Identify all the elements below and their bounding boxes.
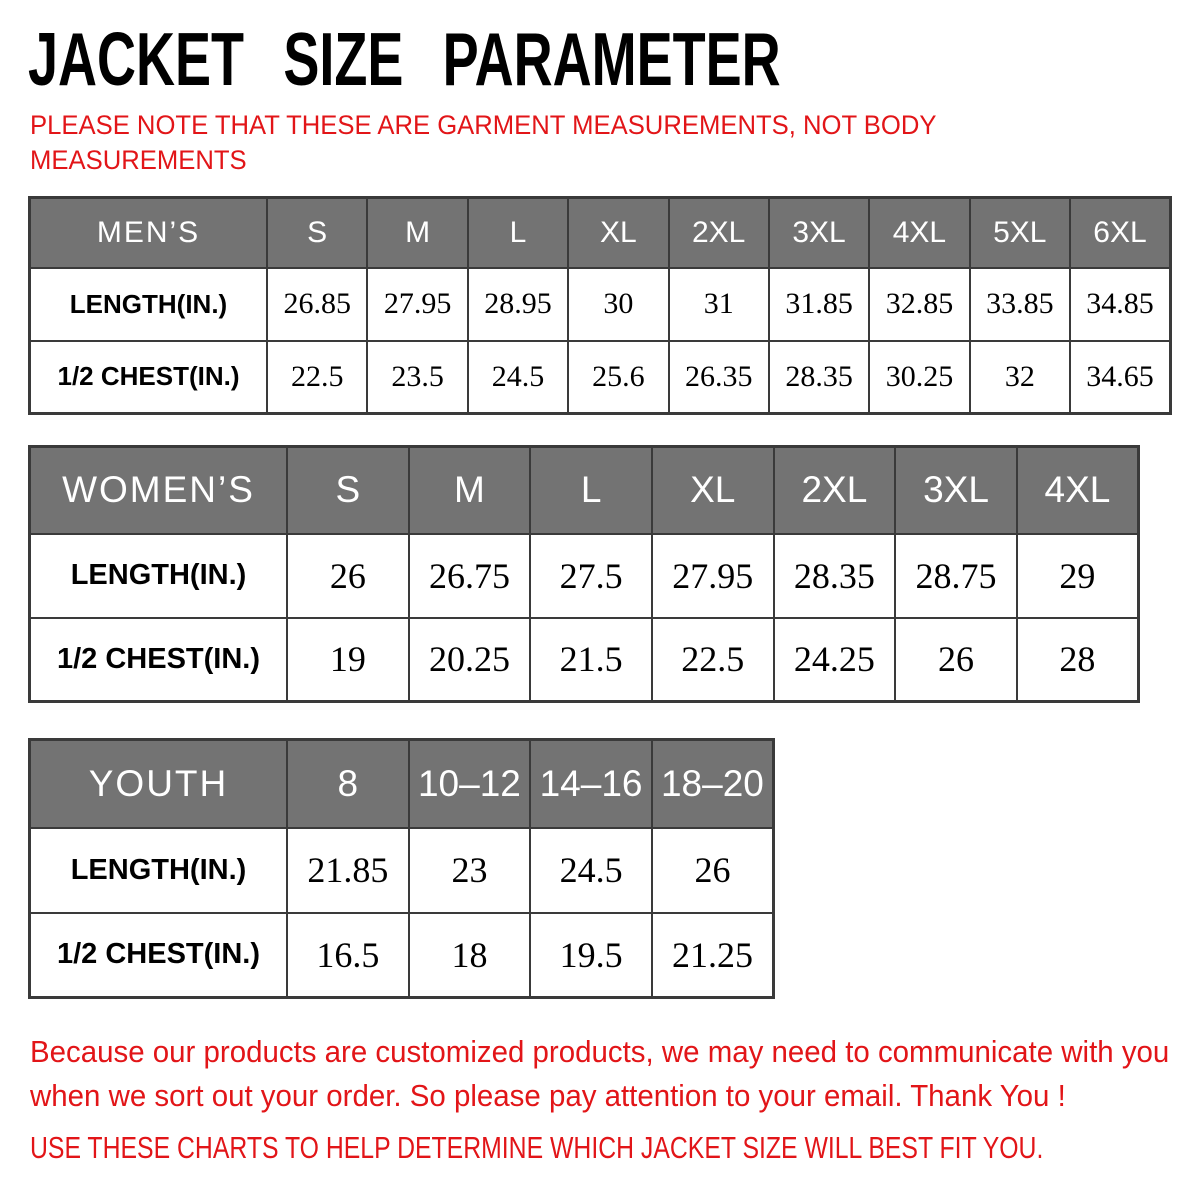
youth-size-header-cell: 10–12 [409,740,531,828]
womens-size-header-cell: 4XL [1017,447,1139,534]
youth-value-cell: 26 [652,828,774,913]
mens-size-header-cell: S [267,198,367,268]
youth-group-label: YOUTH [30,740,288,828]
youth-value-cell: 21.85 [287,828,409,913]
mens-value-cell: 31.85 [769,268,869,341]
youth-size-header-cell: 8 [287,740,409,828]
mens-size-header-cell: M [367,198,467,268]
youth-row-label-cell: 1/2 CHEST(IN.) [30,913,288,998]
mens-row-label-cell: 1/2 CHEST(IN.) [30,341,268,414]
youth-row-label-cell: LENGTH(IN.) [30,828,288,913]
youth-value-cell: 16.5 [287,913,409,998]
womens-size-header-cell: 3XL [895,447,1017,534]
mens-value-cell: 32.85 [869,268,969,341]
youth-size-header-cell: 18–20 [652,740,774,828]
mens-size-header-cell: L [468,198,568,268]
mens-value-cell: 34.65 [1070,341,1171,414]
womens-row-label-cell: 1/2 CHEST(IN.) [30,618,288,702]
womens-group-label: WOMEN’S [30,447,288,534]
mens-value-cell: 26.35 [669,341,769,414]
mens-size-header-cell: 5XL [970,198,1070,268]
mens-measurement-row [30,268,1171,341]
customization-notice-line-2: when we sort out your order. So please pay attention to your email. Thank You ! [30,1078,1066,1113]
womens-measurement-row [30,534,1139,618]
mens-size-header-cell: 2XL [669,198,769,268]
womens-header-row [30,447,1139,534]
mens-size-header-cell: 4XL [869,198,969,268]
youth-value-cell: 18 [409,913,531,998]
womens-value-cell: 26 [895,618,1017,702]
customization-notice-line-1: Because our products are customized products, we may need to communicate with you [30,1034,1170,1069]
womens-value-cell: 27.95 [652,534,774,618]
mens-value-cell: 23.5 [367,341,467,414]
mens-size-table [28,196,1172,415]
mens-value-cell: 34.85 [1070,268,1171,341]
youth-header-row [30,740,774,828]
mens-value-cell: 26.85 [267,268,367,341]
mens-value-cell: 33.85 [970,268,1070,341]
youth-value-cell: 23 [409,828,531,913]
mens-value-cell: 31 [669,268,769,341]
mens-measurement-row [30,341,1171,414]
youth-size-table-section [28,738,775,999]
womens-value-cell: 20.25 [409,618,531,702]
mens-row-label-cell: LENGTH(IN.) [30,268,268,341]
youth-value-cell: 19.5 [530,913,652,998]
womens-size-header-cell: M [409,447,531,534]
mens-value-cell: 27.95 [367,268,467,341]
womens-value-cell: 19 [287,618,409,702]
mens-size-table-section [28,196,1172,415]
womens-size-table-section [28,445,1140,703]
womens-row-label-cell: LENGTH(IN.) [30,534,288,618]
womens-value-cell: 24.25 [774,618,896,702]
chart-usage-hint: USE THESE CHARTS TO HELP DETERMINE WHICH JACKET SIZE WILL BEST FIT YOU. [30,1130,1044,1165]
youth-measurement-row [30,913,774,998]
youth-value-cell: 24.5 [530,828,652,913]
womens-value-cell: 28 [1017,618,1139,702]
womens-value-cell: 21.5 [530,618,652,702]
page-title: JACKET SIZE PARAMETER [28,17,781,101]
note-line-2: MEASUREMENTS [30,145,247,175]
youth-value-cell: 21.25 [652,913,774,998]
mens-value-cell: 22.5 [267,341,367,414]
mens-group-label: MEN’S [30,198,268,268]
womens-size-header-cell: S [287,447,409,534]
mens-value-cell: 30.25 [869,341,969,414]
mens-value-cell: 25.6 [568,341,668,414]
mens-value-cell: 32 [970,341,1070,414]
mens-value-cell: 24.5 [468,341,568,414]
womens-value-cell: 28.75 [895,534,1017,618]
mens-value-cell: 28.95 [468,268,568,341]
womens-value-cell: 29 [1017,534,1139,618]
womens-measurement-row [30,618,1139,702]
womens-value-cell: 26.75 [409,534,531,618]
customization-notice [30,1030,1200,1118]
womens-size-header-cell: L [530,447,652,534]
mens-value-cell: 30 [568,268,668,341]
womens-value-cell: 22.5 [652,618,774,702]
mens-size-header-cell: 6XL [1070,198,1171,268]
mens-header-row [30,198,1171,268]
youth-size-table [28,738,775,999]
womens-value-cell: 27.5 [530,534,652,618]
youth-size-header-cell: 14–16 [530,740,652,828]
mens-size-header-cell: 3XL [769,198,869,268]
womens-size-header-cell: XL [652,447,774,534]
mens-value-cell: 28.35 [769,341,869,414]
womens-size-table [28,445,1140,703]
womens-value-cell: 26 [287,534,409,618]
note-line-1: PLEASE NOTE THAT THESE ARE GARMENT MEASUREMENTS, NOT BODY [30,110,937,140]
womens-value-cell: 28.35 [774,534,896,618]
womens-size-header-cell: 2XL [774,447,896,534]
mens-size-header-cell: XL [568,198,668,268]
youth-measurement-row [30,828,774,913]
garment-measurement-note [30,108,984,178]
